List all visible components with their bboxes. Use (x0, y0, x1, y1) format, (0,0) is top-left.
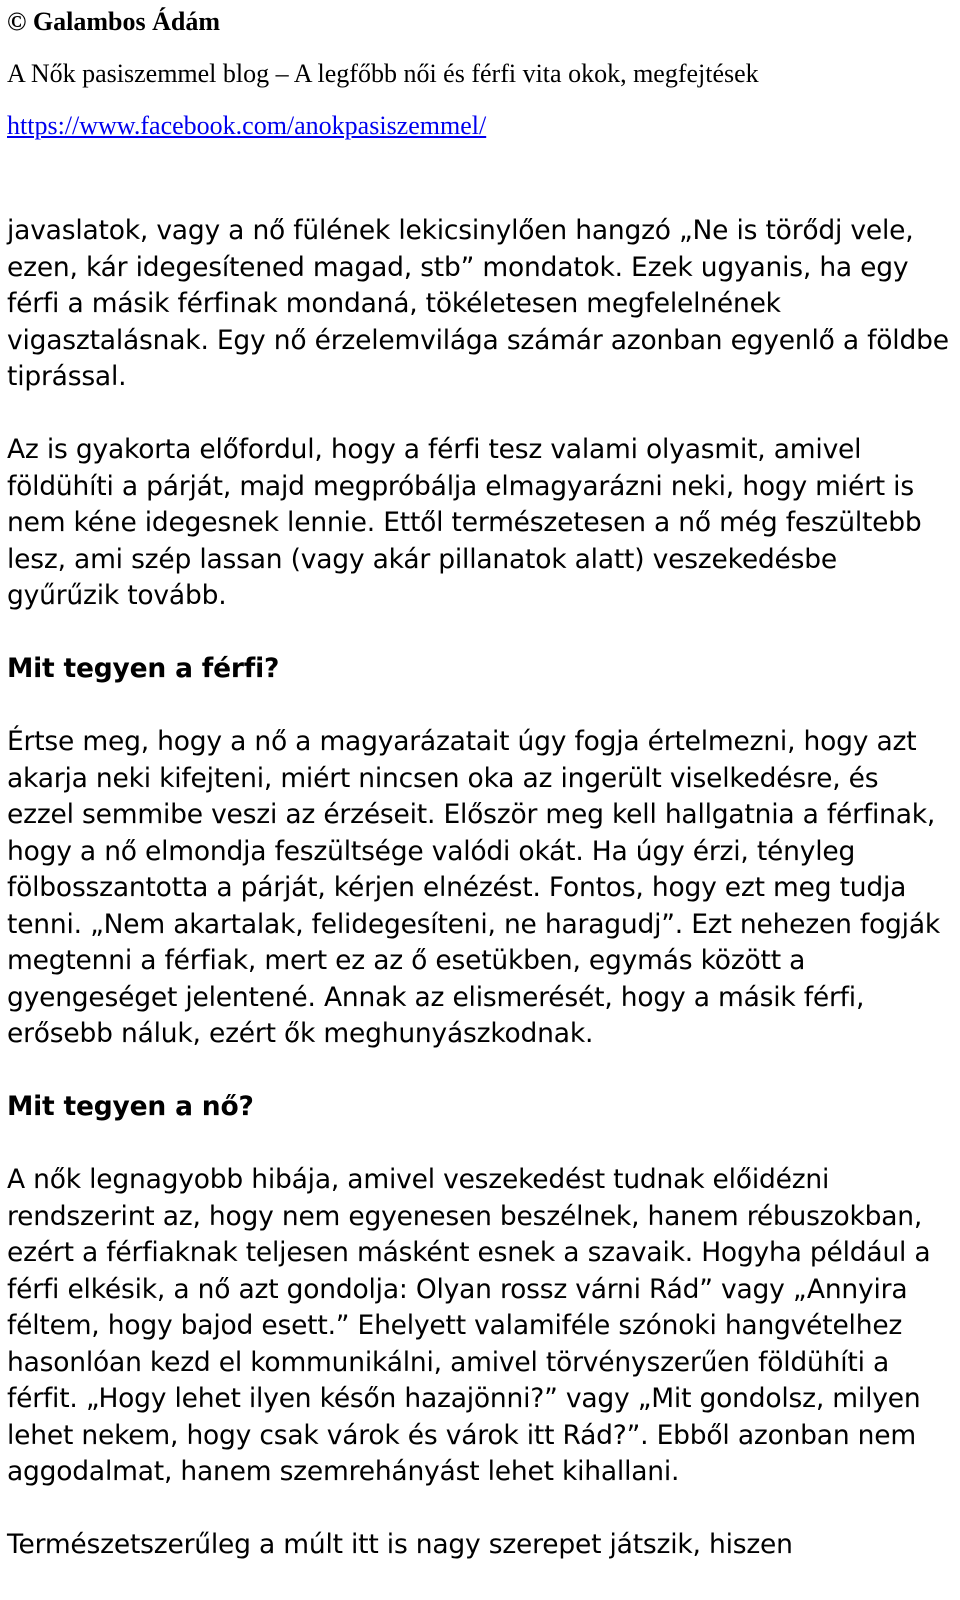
article-paragraph-4: A nők legnagyobb hibája, amivel veszekedést tudnak előidézni rendszerint az, hogy nem egyenesen beszélnek, hanem rébuszokban, ezért a férfiaknak teljesen másként esnek a szavaik. Hogyha például a férfi elkésik, a nő azt gondolja: Olyan rossz várni Rád” vagy „Annyira féltem, hogy bajod esett.” Ehelyett valamiféle szónoki hangvételhez hasonlóan kezd el kommunikálni, amivel törvényszerűen földühíti a férfit. „Hogy lehet ilyen későn hazajönni?” vagy „Mit gondolsz, milyen lehet nekem, hogy csak várok és várok itt Rád?”. Ebből azonban nem aggodalmat, hanem szemrehányást lehet kihallani. (7, 1164, 931, 1487)
article-paragraph-5: Természetszerűleg a múlt itt is nagy szerepet játszik, hiszen (7, 1529, 793, 1560)
article-paragraph-3: Értse meg, hogy a nő a magyarázatait úgy fogja értelmezni, hogy azt akarja neki kifejteni, miért nincsen oka az ingerült viselkedésre, és ezzel semmibe veszi az érzéseit. Először meg kell hallgatnia a férfinak, hogy a nő elmondja feszültsége valódi okát. Ha úgy érzi, tényleg fölbosszantotta a párját, kérjen elnézést. Fontos, hogy ezt meg tudja tenni. „Nem akartalak, felidegesíteni, ne haragudj”. Ezt nehezen fogják megtenni a férfiak, mert ez az ő esetükben, egymás között a gyengeséget jelentené. Annak az elismerését, hogy a másik férfi, erősebb náluk, ezért ők meghunyászkodnak. (7, 726, 941, 1049)
section-heading-man: Mit tegyen a férfi? (7, 653, 280, 684)
section-heading-woman: Mit tegyen a nő? (7, 1091, 254, 1122)
copyright-line: © Galambos Ádám (7, 7, 221, 36)
article-body (7, 213, 953, 1600)
facebook-link[interactable]: https://www.facebook.com/anokpasiszemmel/ (7, 111, 487, 140)
article-paragraph-1: javaslatok, vagy a nő fülének lekicsinylően hangzó „Ne is törődj vele, ezen, kár idegesítened magad, stb” mondatok. Ezek ugyanis, ha egy férfi a másik férfinak mondaná, tökéletesen megfelelnének vigasztalásnak. Egy nő érzelemvilága számár azonban egyenlő a földbe tiprással. (7, 215, 949, 392)
blog-title: A Nők pasiszemmel blog – A legfőbb női és férfi vita okok, megfejtések (7, 59, 759, 88)
article-paragraph-2: Az is gyakorta előfordul, hogy a férfi tesz valami olyasmit, amivel földühíti a párját, majd megpróbálja elmagyarázni neki, hogy miért is nem kéne idegesnek lennie. Ettől természetesen a nő még feszültebb lesz, ami szép lassan (vagy akár pillanatok alatt) veszekedésbe gyűrűzik tovább. (7, 434, 922, 611)
